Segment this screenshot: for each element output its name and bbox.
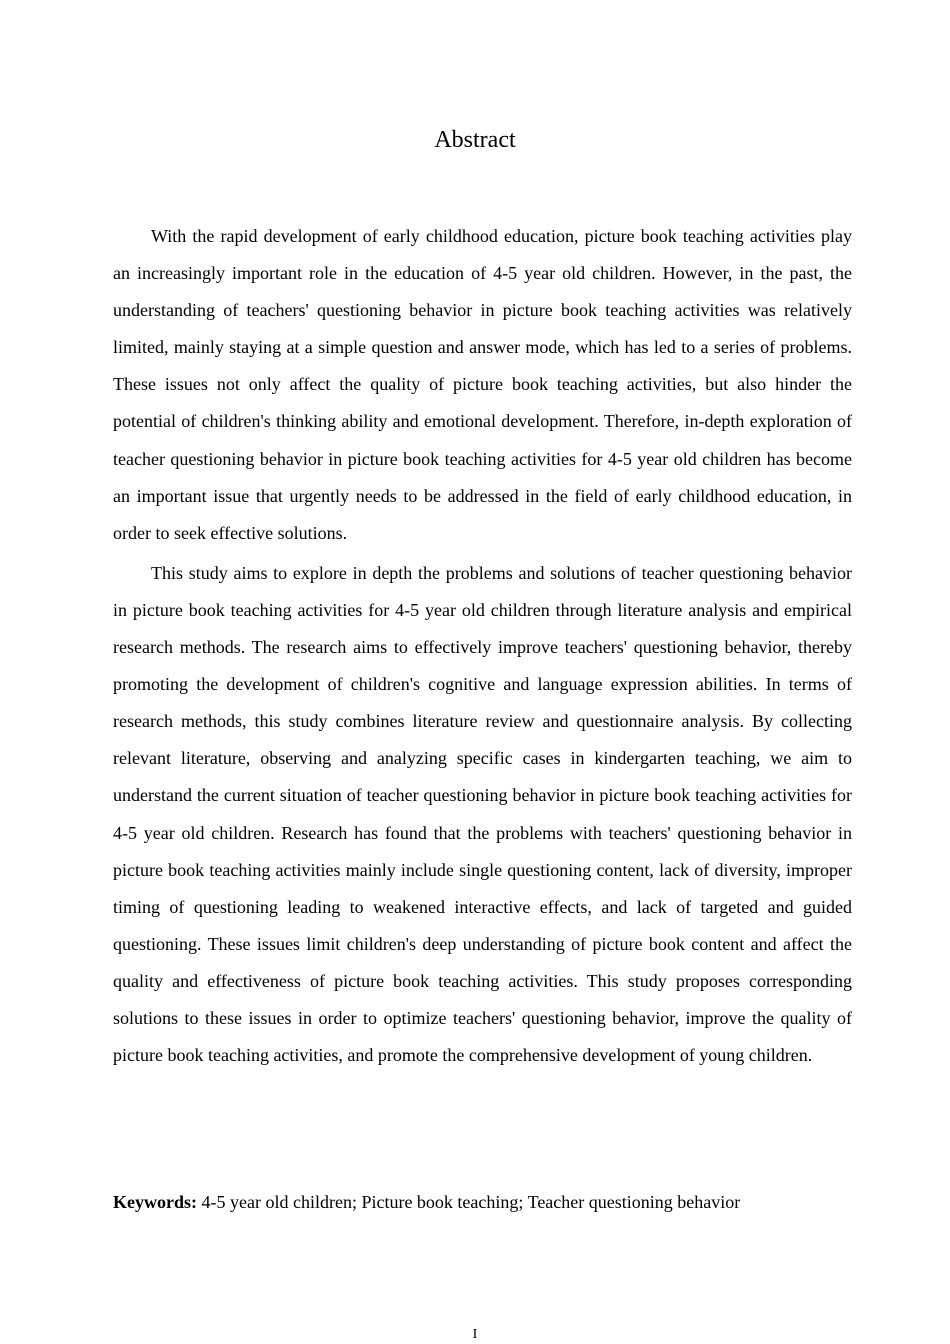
page-number: I [472,1327,478,1342]
keywords-line [113,1187,852,1217]
keywords-label: Keywords: [113,1192,197,1212]
abstract-body [113,218,852,1077]
abstract-paragraph-1: With the rapid development of early childhood education, picture book teaching activities play an increasingly important role in the education of 4-5 year old children. However, in the past, the understanding of teachers' questioning behavior in picture book teaching activities was relatively limited, mainly staying at a simple question and answer mode, which has led to a series of problems. These issues not only affect the quality of picture book teaching activities, but also hinder the potential of children's thinking ability and emotional development. Therefore, in-depth exploration of teacher questioning behavior in picture book teaching activities for 4-5 year old children has become an important issue that urgently needs to be addressed in the field of early childhood education, in order to seek effective solutions. [113,226,852,543]
keywords-text: 4-5 year old children; Picture book teaching; Teacher questioning behavior [201,1192,741,1212]
abstract-title: Abstract [434,127,516,153]
abstract-paragraph-2: This study aims to explore in depth the problems and solutions of teacher questioning behavior in picture book teaching activities for 4-5 year old children through literature analysis and empirical research methods. The research aims to effectively improve teachers' questioning behavior, thereby promoting the development of children's cognitive and language expression abilities. In terms of research methods, this study combines literature review and questionnaire analysis. By collecting relevant literature, observing and analyzing specific cases in kindergarten teaching, we aim to understand the current situation of teacher questioning behavior in picture book teaching activities for 4-5 year old children. Research has found that the problems with teachers' questioning behavior in picture book teaching activities mainly include single questioning content, lack of diversity, improper timing of questioning leading to weakened interactive effects, and lack of targeted and guided questioning. These issues limit children's deep understanding of picture book content and affect the quality and effectiveness of picture book teaching activities. This study proposes corresponding solutions to these issues in order to optimize teachers' questioning behavior, improve the quality of picture book teaching activities, and promote the comprehensive development of young children. [113,562,852,1066]
